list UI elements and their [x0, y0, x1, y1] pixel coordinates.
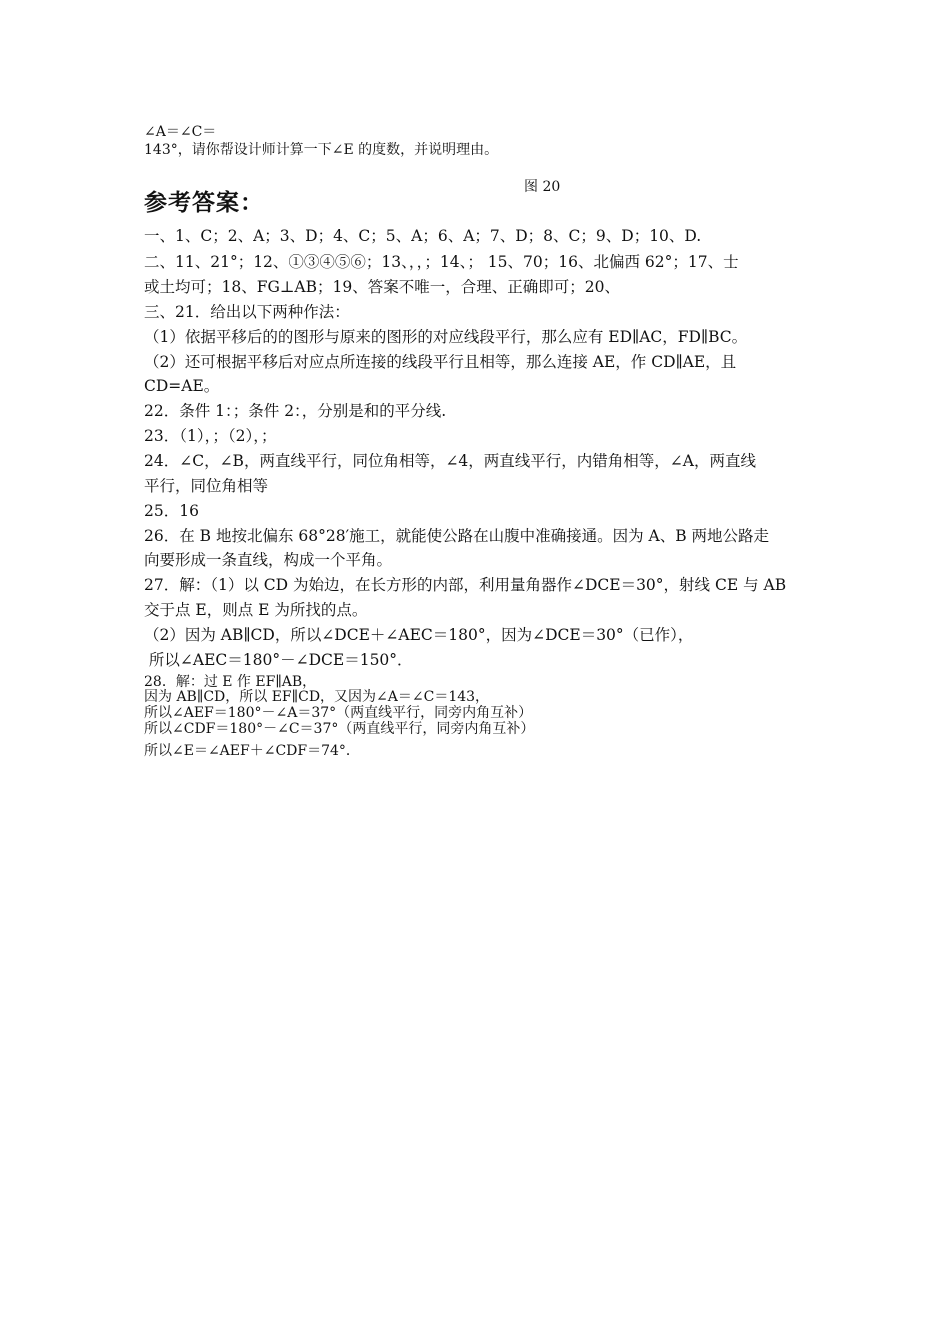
answer-line: 因为 AB∥CD，所以 EF∥CD，又因为∠A＝∠C＝143，: [144, 689, 490, 705]
answer-line: 27．解：（1）以 CD 为始边，在长方形的内部，利用量角器作∠DCE＝30°，射线 CE 与 AB: [144, 576, 787, 594]
figure-label: 图 20: [524, 179, 561, 195]
answer-line: 三、21．给出以下两种作法：: [144, 303, 350, 321]
answer-line: 24．∠C，∠B，两直线平行，同位角相等，∠4，两直线平行，内错角相等，∠A，两直线: [144, 452, 756, 470]
answer-line: 二、11、21°；12、①③④⑤⑥；13、，，；14、； 15、70；16、北偏西 62°；17、士: [144, 253, 739, 271]
answer-line: 所以∠AEC＝180°－∠DCE＝150°．: [144, 651, 413, 669]
problem-line-2: 143°，请你帮设计师计算一下∠E 的度数，并说明理由。: [144, 142, 499, 158]
answer-line: 所以∠AEF＝180°－∠A＝37°（两直线平行，同旁内角互补）: [144, 705, 533, 721]
answer-line: （1）依据平移后的的图形与原来的图形的对应线段平行，那么应有 ED∥AC，FD∥BC。: [144, 328, 748, 346]
answer-line: 26．在 B 地按北偏东 68°28′施工，就能使公路在山腹中准确接通。因为 A、B 两地公路走: [144, 527, 770, 545]
answer-line: 平行，同位角相等: [144, 477, 269, 495]
problem-line-1: ∠A＝∠C＝: [144, 124, 217, 140]
answer-line: 28．解：过 E 作 EF∥AB，: [144, 674, 317, 690]
answer-line: 一、1、C；2、A；3、D；4、C；5、A；6、A；7、D；8、C；9、D；10、D.: [144, 227, 702, 245]
answer-line: 或土均可；18、FG⊥AB；19、答案不唯一，合理、正确即可；20、: [144, 278, 620, 296]
answer-line: 所以∠E＝∠AEF＋∠CDF＝74°．: [144, 743, 360, 759]
answer-line: （2）因为 AB∥CD，所以∠DCE＋∠AEC＝180°，因为∠DCE＝30°（已作），: [144, 626, 694, 644]
answer-line: 所以∠CDF＝180°－∠C＝37°（两直线平行，同旁内角互补）: [144, 721, 535, 737]
answer-line: 22．条件 1：；条件 2：，分别是和的平分线.: [144, 402, 447, 420]
answer-line: CD=AE。: [144, 377, 220, 395]
answer-line: 向要形成一条直线，构成一个平角。: [144, 551, 393, 569]
answer-line: 23．（1），；（2），；: [144, 427, 277, 445]
answer-line: （2）还可根据平移后对应点所连接的线段平行且相等，那么连接 AE，作 CD∥AE，且: [144, 353, 737, 371]
answer-line: 25．16: [144, 502, 199, 520]
answers-heading: 参考答案：: [144, 190, 264, 216]
answer-line: 交于点 E，则点 E 为所找的点。: [144, 601, 368, 619]
